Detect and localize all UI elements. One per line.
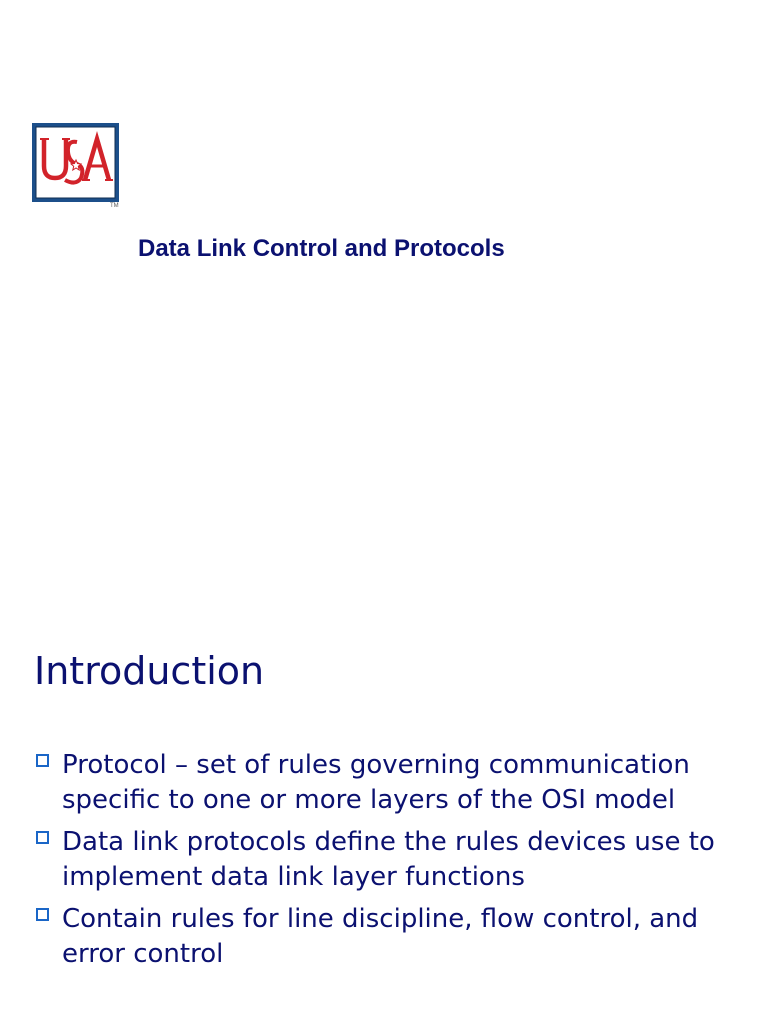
list-item	[35, 902, 750, 972]
list-item	[35, 825, 750, 895]
slide-title: Data Link Control and Protocols	[138, 235, 505, 262]
trademark-mark: TM	[110, 203, 119, 209]
bullet-text: Contain rules for line discipline, flow control, and error control	[62, 904, 699, 969]
section-heading: Introduction	[34, 649, 265, 693]
square-bullet-icon	[36, 908, 49, 921]
list-item	[35, 748, 750, 818]
usa-logo-icon	[31, 122, 120, 204]
bullet-text: Data link protocols define the rules devices use to implement data link layer functions	[62, 827, 715, 892]
university-logo	[31, 122, 120, 209]
bullet-text: Protocol – set of rules governing communication specific to one or more layers of the OSI model	[62, 750, 690, 815]
square-bullet-icon	[36, 754, 49, 767]
bullet-list	[35, 748, 750, 979]
square-bullet-icon	[36, 831, 49, 844]
